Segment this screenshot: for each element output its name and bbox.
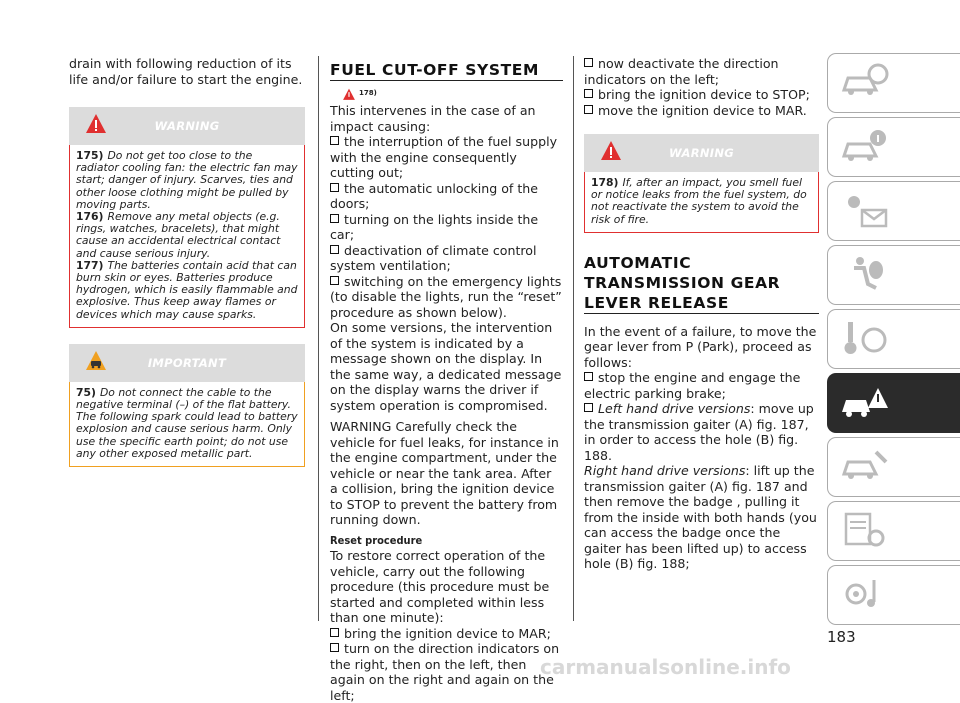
warning-box bbox=[69, 145, 305, 328]
list-item: turning on the lights inside the car; bbox=[330, 211, 539, 242]
paragraph: This intervenes in the case of an impact causing: bbox=[330, 103, 536, 134]
warning-reference bbox=[330, 87, 563, 103]
warning-header bbox=[584, 134, 819, 172]
paragraph: WARNING Carefully check the vehicle for fuel leaks, for instance in the engine compartment, under the vehicle or near the tank area. After a collision, bring the ignition device to STOP to prevent the battery from running down. bbox=[330, 419, 559, 527]
paragraph: Right hand drive versions: lift up the transmission gaiter (A) fig. 187 and then remove the badge , pulling it from the inside with both hands (you can access the badge once the gaiter has been lifted up) to access hole (B) fig. 188; bbox=[584, 463, 817, 572]
car-steering-icon bbox=[840, 60, 890, 104]
list-item: now deactivate the direction indicators on the left; bbox=[584, 56, 779, 87]
warning-item: 178) If, after an impact, you smell fuel or notice leaks from the fuel system, do not reactivate the system to avoid the risk of fire. bbox=[591, 176, 807, 226]
multimedia-icon bbox=[840, 572, 890, 616]
page-number: 183 bbox=[827, 628, 856, 646]
warning-item: 177) The batteries contain acid that can burn skin or eyes. Batteries produce hydrogen, which is easily flammable and explosive. Thus keep away flames or devices which may cause sparks. bbox=[76, 258, 298, 321]
chapter-tab[interactable] bbox=[827, 437, 960, 497]
paragraph: On some versions, the intervention of the system is indicated by a message shown on the display. In the same way, a dedicated message on the display warns the driver if system operation is compromised. bbox=[330, 320, 562, 413]
chapter-tab[interactable] bbox=[827, 181, 960, 241]
section-heading: FUEL CUT-OFF SYSTEM bbox=[330, 61, 540, 79]
column-1 bbox=[69, 56, 305, 467]
column-2 bbox=[330, 56, 563, 703]
car-emergency-icon bbox=[840, 380, 890, 424]
section-heading-line-2: TRANSMISSION GEAR bbox=[584, 273, 781, 292]
warning-header bbox=[69, 107, 305, 145]
warning-triangle-icon bbox=[342, 88, 356, 101]
chapter-tab[interactable] bbox=[827, 501, 960, 561]
list-item: bring the ignition device to MAR; bbox=[330, 626, 563, 642]
intro-text: drain with following reduction of its life and/or failure to start the engine. bbox=[69, 56, 303, 87]
chapter-tab-active[interactable] bbox=[827, 373, 960, 433]
warning-box bbox=[584, 172, 819, 233]
chapter-tab[interactable] bbox=[827, 117, 960, 177]
subheading: Reset procedure bbox=[330, 533, 423, 547]
key-steering-icon bbox=[840, 316, 890, 360]
list-item: stop the engine and engage the electric parking brake; bbox=[584, 370, 801, 401]
warning-ref-number: 178) bbox=[359, 89, 377, 97]
chapter-tab[interactable] bbox=[827, 53, 960, 113]
car-info-icon bbox=[840, 124, 890, 168]
list-item: switching on the emergency lights (to disable the lights, run the “reset” procedure as shown below). bbox=[330, 273, 562, 320]
light-message-icon bbox=[840, 188, 890, 232]
section-heading-rule bbox=[584, 253, 819, 314]
data-gear-icon bbox=[840, 508, 890, 552]
list-item: turn on the direction indicators on the right, then on the left, then again on the right and again on the left; bbox=[330, 641, 560, 703]
column-3 bbox=[584, 56, 819, 572]
chapter-tab[interactable] bbox=[827, 245, 960, 305]
chapter-tab[interactable] bbox=[827, 565, 960, 625]
list-item: deactivation of climate control system ventilation; bbox=[330, 242, 537, 273]
car-tools-icon bbox=[840, 444, 890, 488]
chapter-tab[interactable] bbox=[827, 309, 960, 369]
list-item: Left hand drive versions: move up the transmission gaiter (A) fig. 187, in order to access the hole (B) fig. 188. bbox=[584, 401, 814, 463]
important-header bbox=[69, 344, 305, 382]
warning-item: 176) Remove any metal objects (e.g. rings, watches, bracelets), that might cause an accidental electrical contact and cause serious injury. bbox=[76, 210, 281, 260]
section-heading-line-3: LEVER RELEASE bbox=[584, 293, 729, 312]
airbag-seat-icon bbox=[840, 252, 890, 296]
list-item: bring the ignition device to STOP; bbox=[584, 87, 819, 103]
list-item: move the ignition device to MAR. bbox=[584, 103, 819, 119]
list-item: the interruption of the fuel supply with the engine consequently cutting out; bbox=[330, 134, 558, 180]
column-divider bbox=[318, 56, 319, 621]
section-heading-rule bbox=[330, 60, 563, 81]
warning-item: 175) Do not get too close to the radiator cooling fan: the electric fan may start; danger of injury. Scarves, ties and other loose clothing might be pulled by moving parts. bbox=[76, 149, 298, 211]
footer-watermark: carmanualsonline.info bbox=[540, 655, 791, 679]
column-divider bbox=[573, 56, 574, 621]
paragraph: In the event of a failure, to move the gear lever from P (Park), proceed as follows: bbox=[584, 323, 817, 370]
warning-title: WARNING bbox=[154, 119, 220, 133]
section-heading-line-1: AUTOMATIC bbox=[584, 253, 692, 272]
important-title: IMPORTANT bbox=[147, 355, 227, 370]
paragraph: To restore correct operation of the vehicle, carry out the following procedure (this procedure must be started and completed within less than one minute): bbox=[330, 548, 550, 625]
list-item: the automatic unlocking of the doors; bbox=[330, 180, 539, 211]
warning-title: WARNING bbox=[668, 146, 735, 160]
important-item: 75) Do not connect the cable to the negative terminal (–) of the flat battery. The following spark could lead to battery explosion and cause serious harm. Only use the specific earth point; do not use any other exposed metallic part. bbox=[76, 385, 298, 460]
important-box bbox=[69, 382, 305, 467]
